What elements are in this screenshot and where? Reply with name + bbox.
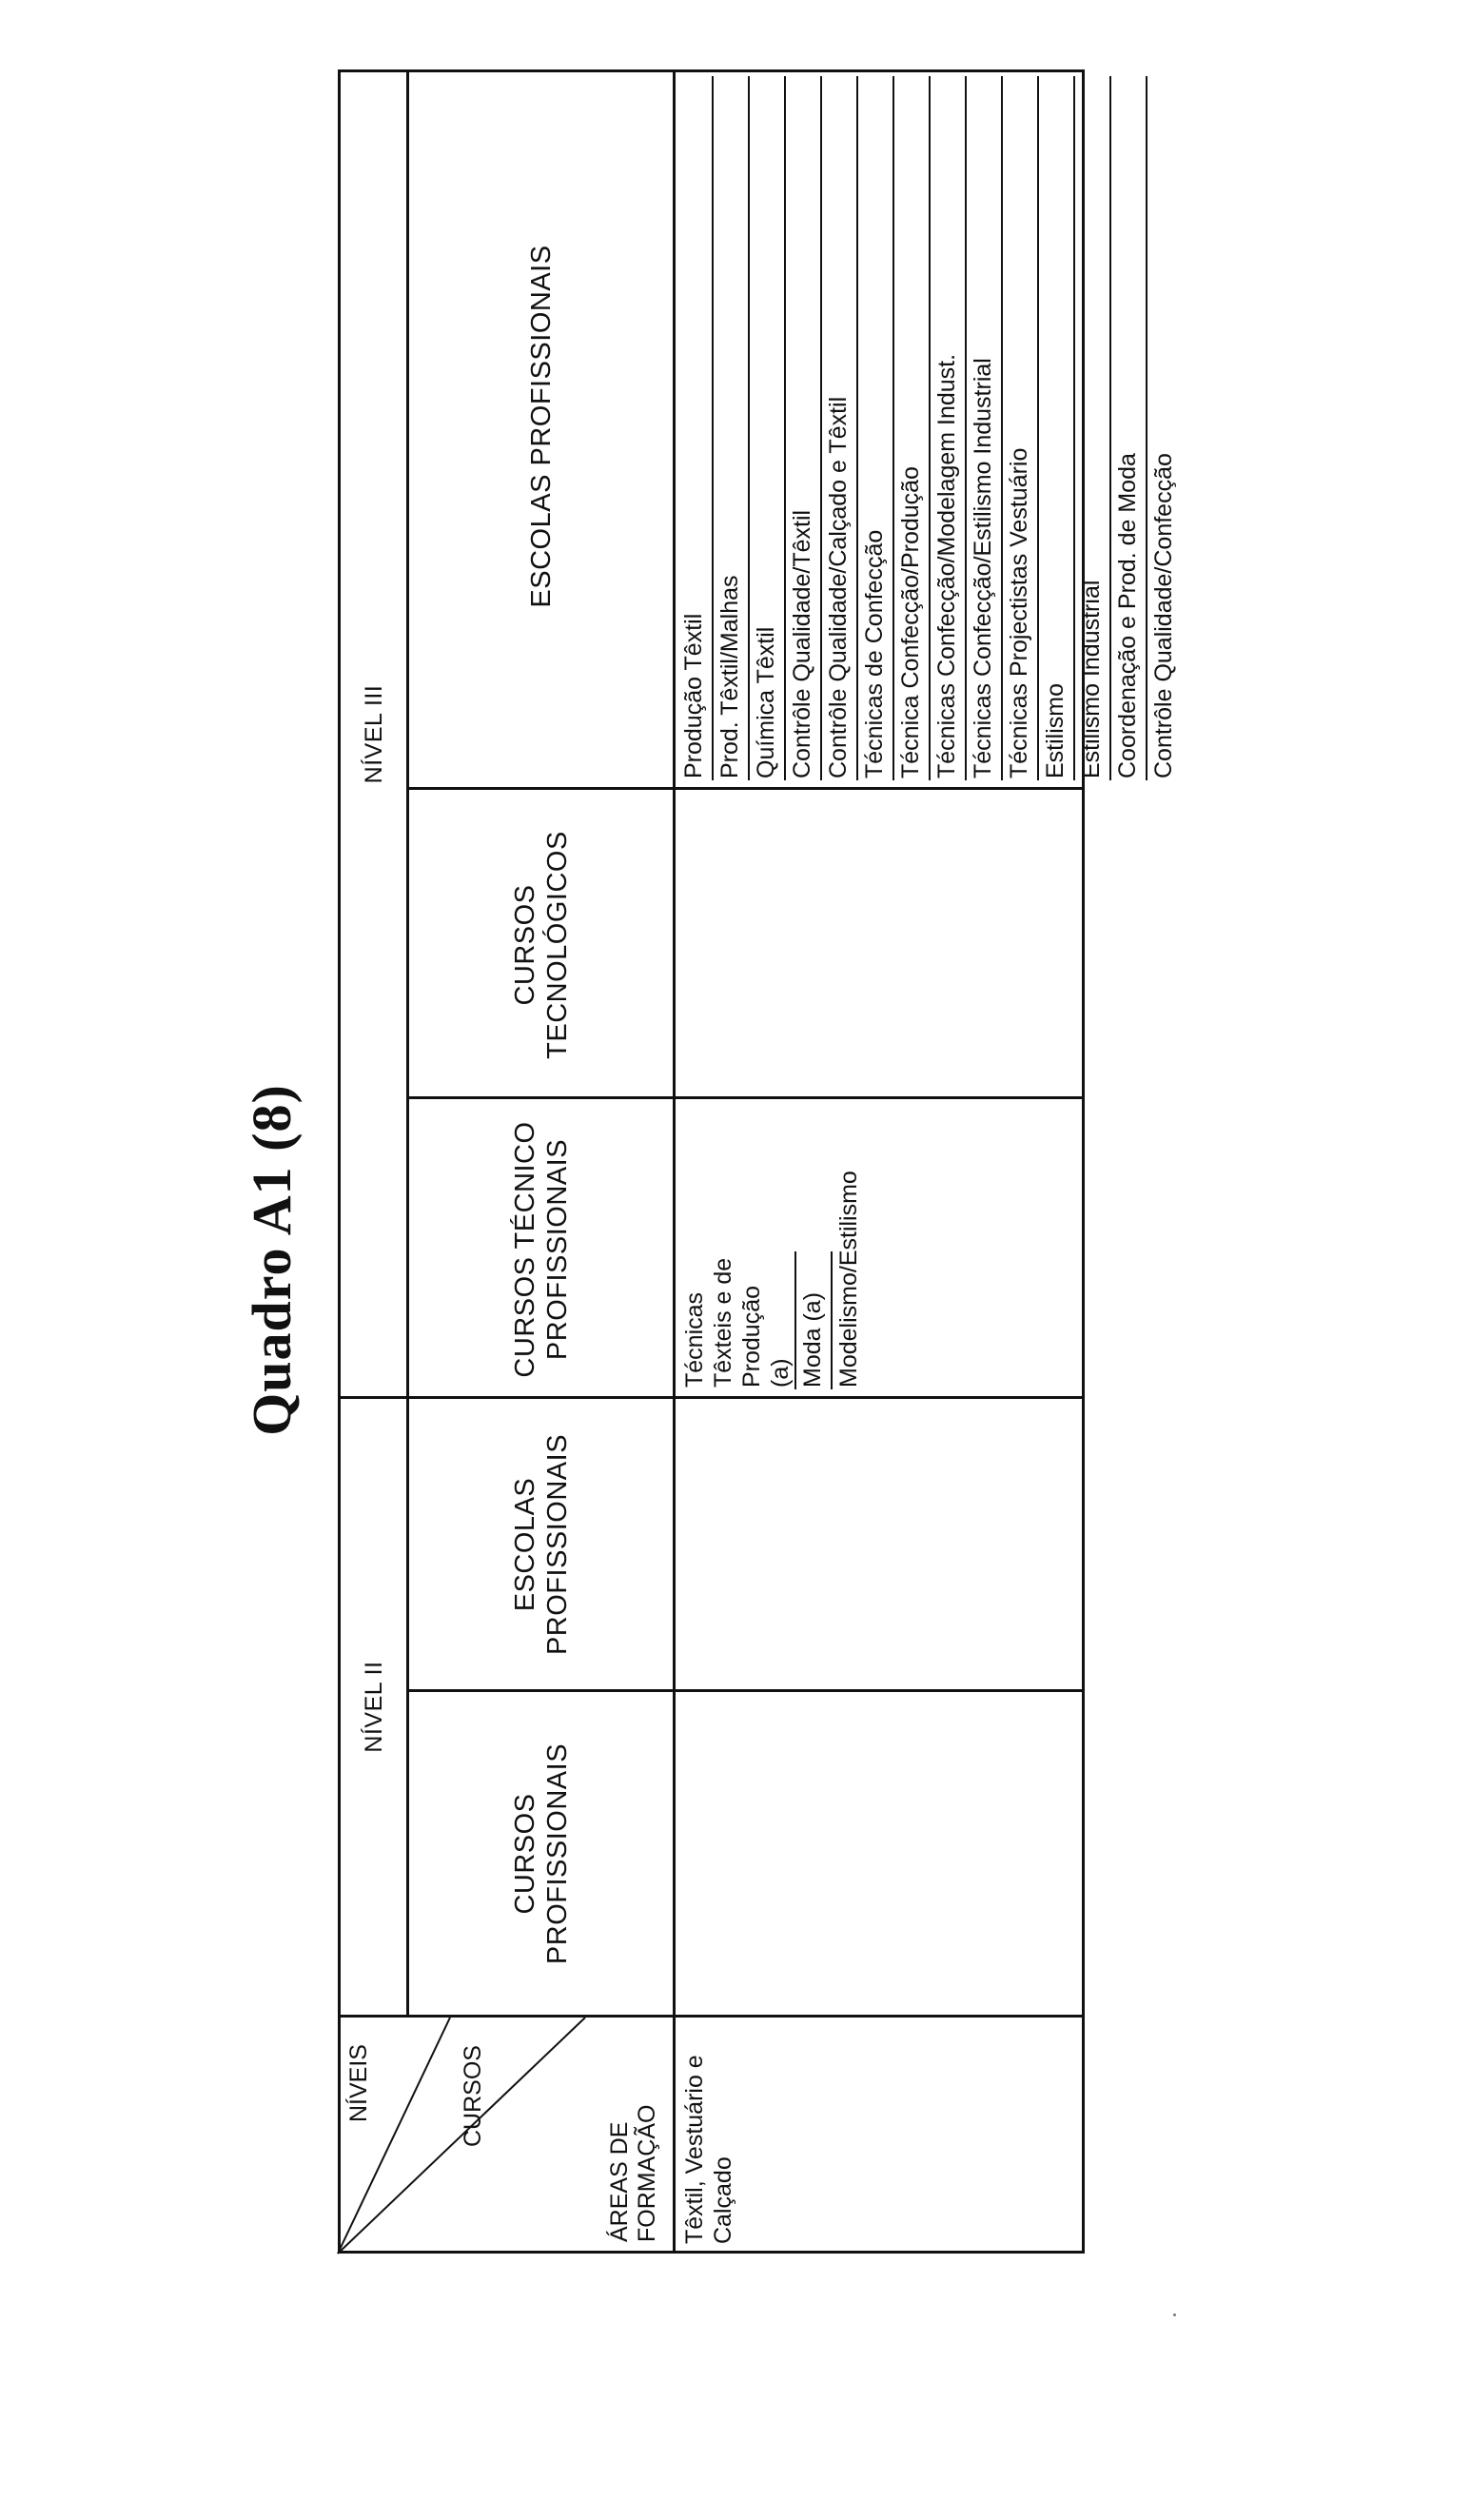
list-item: Moda (a) xyxy=(796,1251,833,1389)
table-border-right xyxy=(338,69,1085,72)
list-item: Técnica Confecção/Produção xyxy=(894,76,931,780)
list-cursos-tecnico-profissionais xyxy=(680,1171,867,1389)
list-item: Estilismo xyxy=(1039,76,1075,780)
col-sep-3 xyxy=(338,1396,1085,1399)
list-item: Estilismo Industrial xyxy=(1075,76,1111,780)
corner-label-cursos: CURSOS xyxy=(460,2045,486,2147)
table-title: Quadro A1 (8) xyxy=(241,1084,303,1436)
col-sep-4 xyxy=(406,1096,1085,1099)
col-header-escolas-profissionais-ii: ESCOLAS PROFISSIONAIS xyxy=(509,1433,573,1656)
area-textil-vestuario-calcado: Têxtil, Vestuário e Calçado xyxy=(681,2055,736,2244)
list-item: Contrôle Qualidade/Têxtil xyxy=(786,76,822,780)
training-table xyxy=(338,69,1177,2254)
nivel-iii-header: NÍVEL III xyxy=(360,684,387,784)
header-divider xyxy=(673,69,676,2254)
list-item: Modelismo/Estilismo xyxy=(835,1171,862,1388)
list-item: Técnicas Projectistas Vestuário xyxy=(1003,76,1039,780)
list-item: Técnicas de Confecção xyxy=(858,76,894,780)
list-item: Técnicas Confecção/Modelagem Indust. xyxy=(931,76,967,780)
list-item: Contrôle Qualidade/Calçado e Têxtil xyxy=(822,76,858,780)
list-item: Química Têxtil xyxy=(750,76,786,780)
list-item: Contrôle Qualidade/Confecção xyxy=(1150,453,1177,778)
col-header-cursos-profissionais: CURSOS PROFISSIONAIS xyxy=(509,1742,573,1965)
corner-label-areas: ÁREAS DE FORMAÇÃO xyxy=(606,2104,660,2242)
nivel-ii-header: NÍVEL II xyxy=(360,1661,387,1753)
col-sep-2 xyxy=(406,1689,1085,1692)
list-item: Produção Têxtil xyxy=(677,76,714,780)
col-header-cursos-tecnico-profissionais: CURSOS TÉCNICO PROFISSIONAIS xyxy=(509,1121,573,1378)
corner-label-niveis: NÍVEIS xyxy=(345,2044,372,2122)
col-sep-5 xyxy=(406,787,1085,790)
col-header-escolas-profissionais-iii: ESCOLAS PROFISSIONAIS xyxy=(525,245,557,608)
scan-speck xyxy=(1173,2313,1176,2316)
list-item: Coordenação e Prod. de Moda xyxy=(1111,76,1147,780)
list-escolas-profissionais-iii xyxy=(677,76,1182,780)
list-item: Técnicas Confecção/Estilismo Industrial xyxy=(967,76,1003,780)
col-header-cursos-tecnologicos: CURSOS TECNOLÓGICOS xyxy=(509,831,573,1059)
list-item: Prod. Têxtil/Malhas xyxy=(714,76,750,780)
list-item: Técnicas Têxteis e de Produção (a) xyxy=(680,1251,796,1389)
